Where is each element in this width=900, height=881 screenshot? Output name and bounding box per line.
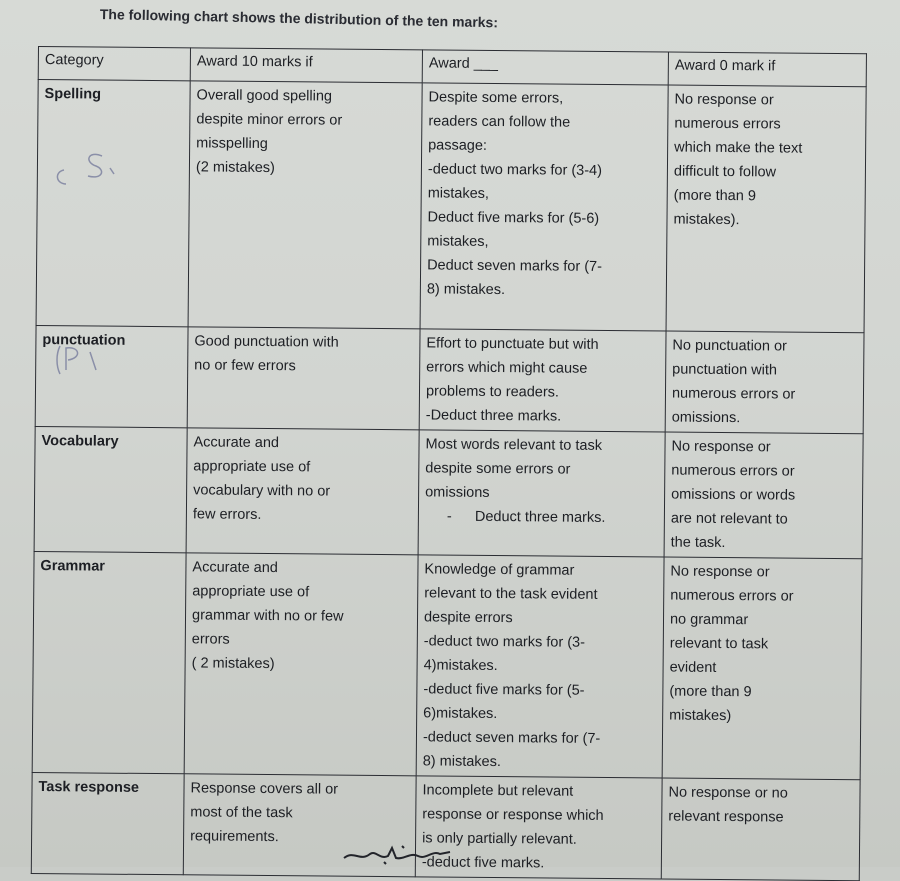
cell-line: No response or no bbox=[668, 784, 788, 802]
cell-line: requirements. bbox=[190, 828, 279, 846]
cell-line: readers can follow the bbox=[428, 113, 571, 131]
cell-line: (more than 9 bbox=[669, 683, 752, 701]
cell-line: Response covers all or bbox=[190, 780, 339, 798]
cell-line: no grammar bbox=[669, 611, 749, 629]
cell-line: relevant to the task evident bbox=[424, 585, 598, 603]
bullet-text: Deduct three marks. bbox=[474, 508, 606, 526]
cell-line: ( 2 mistakes) bbox=[191, 655, 275, 673]
cell-line: Knowledge of grammar bbox=[424, 561, 575, 579]
cell-line: Most words relevant to task bbox=[425, 436, 603, 454]
cell-line: Accurate and bbox=[193, 434, 280, 452]
cell-line: numerous errors or bbox=[671, 462, 795, 480]
bullet-icon: - bbox=[446, 508, 452, 525]
cell-line: despite errors bbox=[423, 609, 513, 627]
cell-line: 8) mistakes. bbox=[426, 281, 506, 299]
cell-line: appropriate use of bbox=[193, 458, 311, 476]
cell-line: grammar with no or few bbox=[191, 607, 344, 625]
cell-line: mistakes) bbox=[669, 707, 732, 725]
marks-distribution-table bbox=[31, 46, 867, 881]
cell-line: (more than 9 bbox=[673, 187, 757, 205]
award-partial-cell bbox=[419, 329, 666, 432]
cell-line: mistakes, bbox=[427, 233, 489, 250]
cell-line: omissions bbox=[425, 484, 490, 501]
cell-line: Overall good spelling bbox=[196, 87, 333, 105]
cell-line: response or response which bbox=[422, 806, 604, 824]
cell-line: Deduct five marks for (5-6) bbox=[427, 209, 600, 227]
award-0-cell bbox=[662, 557, 862, 780]
bullet-line bbox=[425, 504, 658, 530]
cell-line: omissions or words bbox=[671, 486, 796, 504]
cell-line: most of the task bbox=[190, 804, 293, 822]
cell-line: the task. bbox=[670, 534, 726, 552]
cell-line: -deduct five marks. bbox=[421, 854, 545, 872]
cell-line: -deduct two marks for (3-4) bbox=[427, 161, 603, 179]
cell-line: No response or bbox=[671, 438, 771, 456]
cell-line: no or few errors bbox=[194, 357, 296, 375]
header-award-partial: Award ___ bbox=[422, 50, 668, 85]
cell-line: -deduct five marks for (5- bbox=[423, 681, 585, 699]
cell-line: -deduct seven marks for (7- bbox=[422, 729, 601, 747]
cell-line: 6)mistakes. bbox=[423, 705, 498, 723]
header-category: Category bbox=[38, 47, 190, 81]
caption: The following chart shows the distribution of the ten marks: bbox=[99, 6, 499, 31]
award-0-cell bbox=[661, 778, 860, 881]
cell-line: errors which might cause bbox=[426, 359, 588, 377]
cell-line: despite minor errors or bbox=[196, 111, 343, 129]
cell-line: which make the text bbox=[674, 139, 803, 157]
header-award-0: Award 0 mark if bbox=[668, 52, 866, 87]
award-0-cell bbox=[664, 432, 863, 559]
cell-line: omissions. bbox=[671, 409, 741, 427]
cell-line: No response or bbox=[674, 91, 774, 109]
cell-line: vocabulary with no or bbox=[193, 482, 331, 500]
category-cell: punctuation bbox=[35, 325, 188, 427]
cell-line: mistakes, bbox=[427, 185, 490, 202]
cell-line: Despite some errors, bbox=[428, 89, 564, 107]
cell-line: relevant response bbox=[668, 808, 784, 826]
cell-line: No response or bbox=[670, 563, 770, 581]
award-10-cell bbox=[188, 81, 422, 329]
signature-icon bbox=[340, 840, 460, 866]
cell-line: passage: bbox=[428, 137, 488, 154]
award-partial-cell bbox=[416, 555, 664, 778]
cell-line: Deduct seven marks for (7- bbox=[427, 257, 603, 275]
award-0-cell bbox=[665, 331, 864, 434]
award-partial-cell bbox=[420, 83, 668, 331]
table-row bbox=[32, 551, 862, 779]
cell-line: mistakes). bbox=[673, 211, 740, 229]
cell-line: problems to readers. bbox=[425, 383, 560, 401]
cell-line: Accurate and bbox=[192, 559, 278, 577]
category-cell: Task response bbox=[31, 772, 184, 874]
cell-line: difficult to follow bbox=[673, 163, 777, 181]
cell-line: misspelling bbox=[196, 135, 268, 153]
cell-line: Good punctuation with bbox=[194, 333, 339, 351]
category-cell: Vocabulary bbox=[34, 426, 187, 552]
table-row bbox=[35, 325, 864, 433]
award-10-cell bbox=[184, 553, 418, 776]
cell-line: numerous errors or bbox=[671, 385, 796, 403]
cell-line: few errors. bbox=[192, 506, 262, 523]
category-cell: Spelling bbox=[36, 80, 190, 327]
cell-line: Effort to punctuate but with bbox=[426, 335, 599, 353]
award-0-cell bbox=[666, 85, 866, 333]
cell-line: (2 mistakes) bbox=[195, 159, 275, 177]
cell-line: No punctuation or bbox=[672, 337, 787, 355]
cell-line: evident bbox=[669, 659, 717, 676]
cell-line: -Deduct three marks. bbox=[425, 407, 562, 425]
cell-line: 4)mistakes. bbox=[423, 657, 498, 675]
cell-line: 8) mistakes. bbox=[422, 753, 502, 771]
category-cell: Grammar bbox=[32, 551, 186, 773]
cell-line: errors bbox=[191, 631, 230, 648]
table-row bbox=[34, 426, 863, 558]
marks-table-wrapper bbox=[31, 46, 866, 881]
table-row bbox=[36, 80, 866, 333]
header-award-10: Award 10 marks if bbox=[190, 48, 422, 83]
award-10-cell bbox=[186, 428, 419, 555]
signature-stamp bbox=[340, 840, 460, 866]
cell-line: Incomplete but relevant bbox=[422, 782, 574, 800]
cell-line: relevant to task bbox=[669, 635, 769, 653]
cell-line: -deduct two marks for (3- bbox=[423, 633, 586, 651]
award-10-cell bbox=[187, 327, 420, 430]
cell-line: appropriate use of bbox=[192, 583, 310, 601]
award-partial-cell bbox=[418, 430, 665, 557]
cell-line: numerous errors bbox=[674, 115, 781, 133]
cell-line: is only partially relevant. bbox=[422, 830, 577, 848]
cell-line: punctuation with bbox=[672, 361, 778, 379]
cell-line: despite some errors or bbox=[425, 460, 571, 478]
cell-line: are not relevant to bbox=[670, 510, 788, 528]
cell-line: numerous errors or bbox=[670, 587, 794, 605]
